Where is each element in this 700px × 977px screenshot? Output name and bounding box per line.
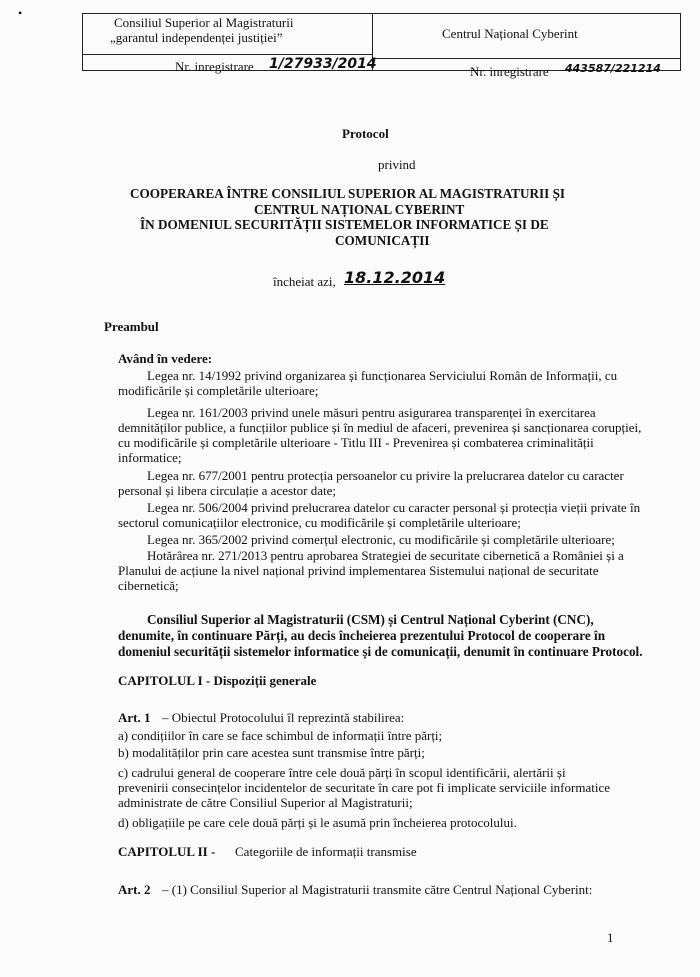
art-1-item: b) modalităților prin care acestea sunt transmise între părți; (118, 745, 425, 760)
preambul-line: cu modificările și completările ulterioare - Titlu III - Prevenirea și combaterea criminalității (118, 435, 594, 450)
preambul-line: Legea nr. 14/1992 privind organizarea și funcționarea Serviciului Român de Informații, cu (147, 368, 618, 383)
art-1-item: administrate de către Consiliul Superior al Magistraturii; (118, 795, 413, 810)
title-line-4: COMUNICAȚII (335, 233, 430, 248)
preambul-line: modificările și completările ulterioare; (118, 383, 319, 398)
date-value: 18.12.2014 (344, 268, 446, 287)
cnc-name: Centrul Național Cyberint (442, 26, 578, 41)
preambul-line: Planului de acțiune la nivel național privind implementarea Sistemului național de securitate (118, 563, 599, 578)
preambul-line: sectorul comunicațiilor electronice, cu modificările și completările ulterioare; (118, 515, 521, 530)
scan-dot: • (18, 6, 23, 20)
preambul-line: Legea nr. 365/2002 privind comerțul electronic, cu modificările și completările ulterioare; (147, 532, 615, 547)
art-1-item: a) condițiilor în care se face schimbul de informații între părți; (118, 728, 443, 743)
art-1-label: Art. 1 (118, 710, 151, 725)
preambul-line: Hotărârea nr. 271/2013 pentru aprobarea Strategiei de securitate cibernetică a României și a (147, 548, 624, 563)
art-2-label: Art. 2 (118, 882, 151, 897)
preambul-line: Legea nr. 677/2001 pentru protecția persoanelor cu privire la prelucrarea datelor cu caracter (147, 468, 624, 483)
art-1-item: prevenirii consecințelor incidentelor de securitate în care pot fi implicate serviciile informatice (118, 780, 610, 795)
cnc-reg-label: Nr. inregistrare (470, 64, 549, 79)
preambul-line: personal și libera circulație a acestor date; (118, 483, 337, 498)
art-1-item: c) cadrului general de cooperare între cele două părți în scopul identificării, alertării și (118, 765, 566, 780)
preambul-heading: Preambul (104, 319, 159, 334)
chapter-2-heading: CAPITOLUL II - (118, 844, 216, 859)
chapter-1-heading: CAPITOLUL I - Dispoziții generale (118, 673, 317, 688)
csm-name: Consiliul Superior al Magistraturii (114, 15, 294, 30)
csm-reg-label: Nr. inregistrare (175, 59, 254, 74)
title-line-2: CENTRUL NAȚIONAL CYBERINT (254, 202, 465, 217)
csm-reg-number: 1/27933/2014 (269, 56, 377, 72)
title-line-1: COOPERAREA ÎNTRE CONSILIUL SUPERIOR AL MAGISTRATURII ȘI (130, 186, 566, 201)
parties-line-2: denumite, în continuare Părți, au decis încheierea prezentului Protocol de cooperare în (118, 628, 606, 643)
page-number: 1 (607, 930, 614, 945)
preambul-line: Legea nr. 506/2004 privind prelucrarea datelor cu caracter personal și protecția vieții private în (147, 500, 641, 515)
privind-label: privind (378, 157, 416, 172)
preambul-line: informatice; (118, 450, 182, 465)
art-1-item: d) obligațiile pe care cele două părți și le asumă prin încheierea protocolului. (118, 815, 517, 830)
art-1-text: – Obiectul Protocolului îl reprezintă stabilirea: (162, 710, 405, 725)
chapter-2-heading-rest: Categoriile de informații transmise (235, 844, 417, 859)
preambul-line: Legea nr. 161/2003 privind unele măsuri pentru asigurarea transparenței în exercitarea (147, 405, 596, 420)
title-line-3: ÎN DOMENIUL SECURITĂȚII SISTEMELOR INFORMATICE ȘI DE (140, 217, 549, 232)
avand-in-vedere: Având în vedere: (118, 351, 213, 366)
parties-line-3: domeniul securității sistemelor informatice și de comunicații, denumit în continuare Protocol. (118, 644, 643, 659)
cnc-reg-number: 443587/221214 (565, 62, 661, 75)
csm-motto: „garantul independenței justiției” (110, 30, 283, 45)
preambul-line: cibernetică; (118, 578, 179, 593)
date-label: încheiat azi, (273, 274, 336, 289)
protocol-title: Protocol (342, 126, 389, 141)
art-2-text: – (1) Consiliul Superior al Magistraturii transmite către Centrul Național Cyberint: (162, 882, 593, 897)
parties-line-1: Consiliul Superior al Magistraturii (CSM) și Centrul Național Cyberint (CNC), (147, 612, 594, 627)
preambul-line: demnităților publice, a funcțiilor publice și în mediul de afaceri, prevenirea și sancționarea corupției, (118, 420, 642, 435)
